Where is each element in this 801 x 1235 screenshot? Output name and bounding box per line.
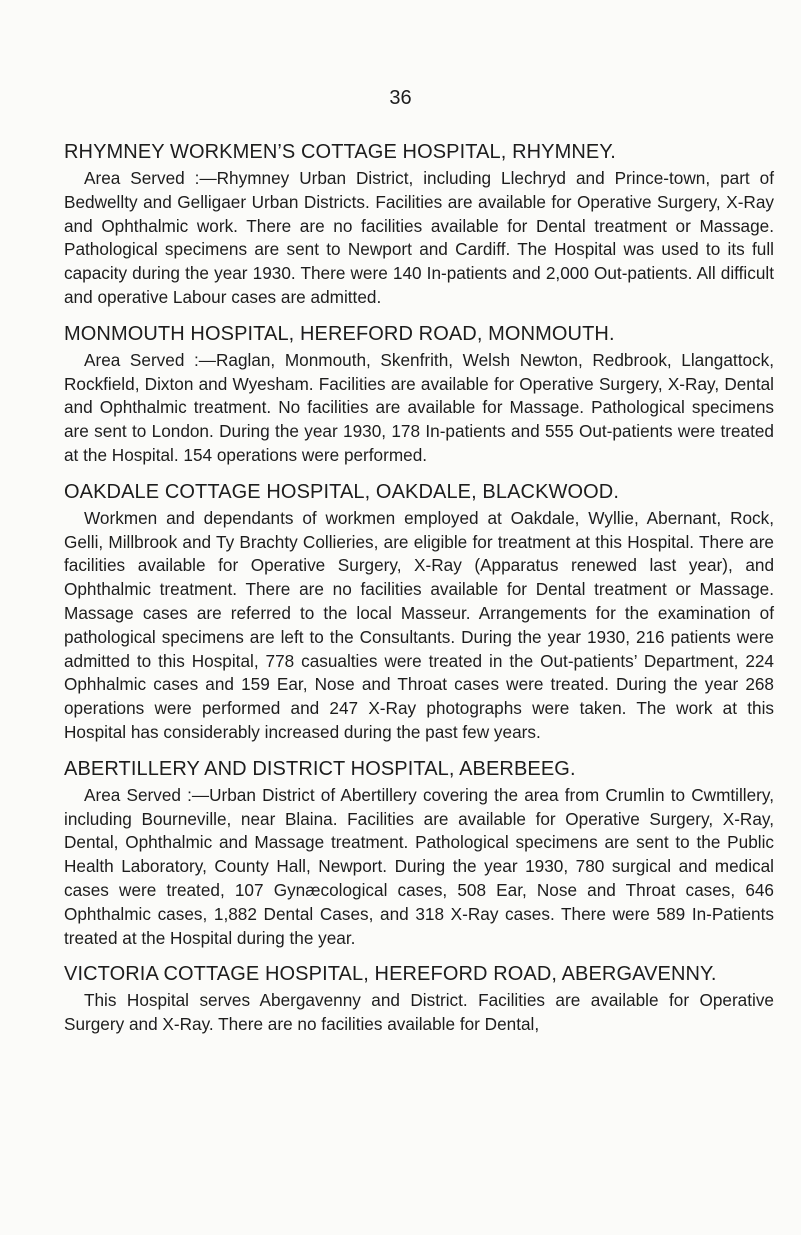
section-heading: OAKDALE COTTAGE HOSPITAL, OAKDALE, BLACKWOOD. xyxy=(64,480,619,503)
section-victoria-hospital xyxy=(64,961,774,1037)
page-content xyxy=(64,139,774,1037)
section-body: Area Served :—Urban District of Abertillery covering the area from Crumlin to Cwmtillery, including Bourneville, near Blaina. Facilities are available for Operative Surgery, X-Ray, Dental, Ophthalmic and Massage treatment. Pathological specimens are sent to the Public Health Laboratory, County Hall, Newport. During the year 1930, 780 surgical and medical cases were treated, 107 Gynæcological cases, 508 Ear, Nose and Throat cases, 646 Ophthalmic cases, 1,882 Dental Cases, and 318 X-Ray cases. There were 589 In-Patients treated at the Hospital during the year. xyxy=(64,784,774,948)
section-heading: VICTORIA COTTAGE HOSPITAL, HEREFORD ROAD, ABERGAVENNY. xyxy=(64,963,717,986)
section-oakdale-hospital xyxy=(64,479,774,745)
section-abertillery-hospital xyxy=(64,756,774,951)
section-body: Area Served :—Raglan, Monmouth, Skenfrith, Welsh Newton, Redbrook, Llangattock, Rockfield, Dixton and Wyesham. Facilities are available for Operative Surgery, X-Ray, Dental and Ophthalmic treatment. No facilities are available for Massage. Pathological specimens are sent to London. During the year 1930, 178 In-patients and 555 Out-patients were treated at the Hospital. 154 operations were performed. xyxy=(64,349,774,465)
section-heading: MONMOUTH HOSPITAL, HEREFORD ROAD, MONMOUTH. xyxy=(64,322,615,345)
section-body: This Hospital serves Abergavenny and District. Facilities are available for Operative Surgery and X-Ray. There are no facilities available for Dental, xyxy=(64,990,774,1035)
section-body: Workmen and dependants of workmen employed at Oakdale, Wyllie, Abernant, Rock, Gelli, Millbrook and Ty Brachty Collieries, are eligible for treatment at this Hospital. There are facilities available for Operative Surgery, X-Ray (Apparatus renewed last year), and Ophthalmic treatment. There are no facilities available for Dental treatment or Massage. Massage cases are referred to the local Masseur. Arrangements for the examination of pathological specimens are left to the Consultants. During the year 1930, 216 patients were admitted to this Hospital, 778 casualties were treated in the Out-patients’ Department, 224 Ophhalmic cases and 159 Ear, Nose and Throat cases were treated. During the year 268 operations were performed and 247 X-Ray photographs were taken. The work at this Hospital has considerably increased during the past few years. xyxy=(64,507,774,742)
page-number: 36 xyxy=(389,87,412,109)
section-monmouth-hospital xyxy=(64,321,774,468)
section-heading: ABERTILLERY AND DISTRICT HOSPITAL, ABERBEEG. xyxy=(64,757,576,780)
section-rhymney-hospital xyxy=(64,139,774,310)
section-body: Area Served :—Rhymney Urban District, including Llechryd and Prince-town, part of Bedwellty and Gelligaer Urban Districts. Facilities are available for Operative Surgery, X-Ray and Ophthalmic work. There are no facilities available for Dental treatment or Massage. Pathological specimens are sent to Newport and Cardiff. The Hospital was used to its full capacity during the year 1930. There were 140 In-patients and 2,000 Out-patients. All difficult and operative Labour cases are admitted. xyxy=(64,168,774,307)
section-heading: RHYMNEY WORKMEN’S COTTAGE HOSPITAL, RHYMNEY. xyxy=(64,141,616,163)
